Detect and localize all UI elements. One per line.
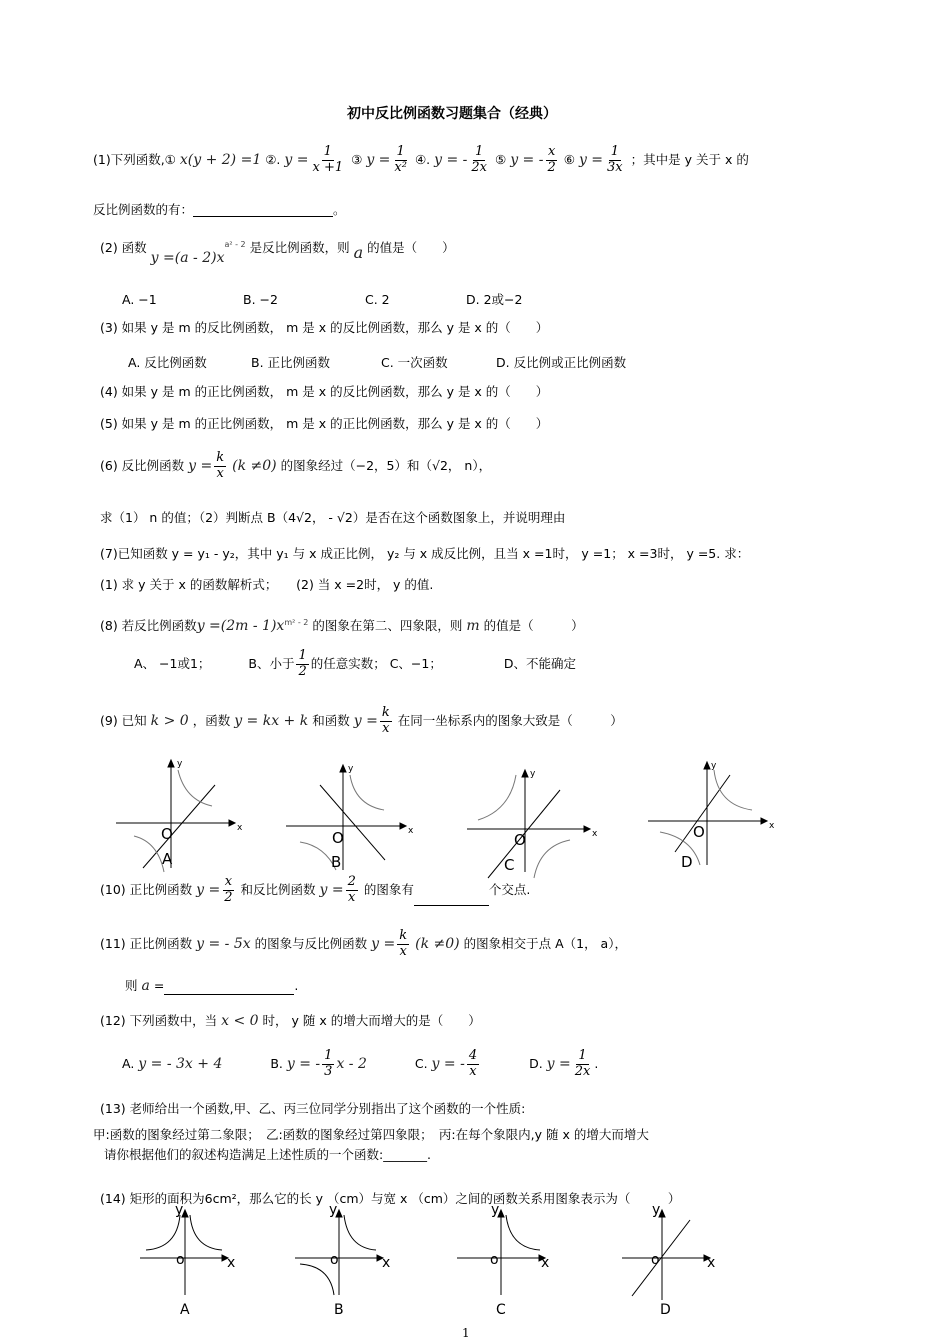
question-4: (4) 如果 y 是 m 的正比例函数， m 是 x 的反比例函数，那么 y 是 x 的（ ） (100, 384, 549, 399)
svg-text:x: x (541, 1255, 550, 1271)
svg-text:x: x (227, 1255, 236, 1271)
svg-text:y: y (177, 759, 183, 769)
svg-text:x: x (237, 823, 243, 833)
question-9: (9) 已知 k > 0 ，函数 y = kx + k 和函数 y = $\frac{k}{x}$ 在同一坐标系内的图象大致是（ ） (100, 705, 623, 736)
q2-option-c: C. 2 (365, 292, 390, 307)
svg-text:O: O (693, 823, 705, 841)
graph-label-d: D (660, 1302, 671, 1318)
question-13-line2: 甲:函数的图象经过第二象限； 乙:函数的图象经过第四象限； 丙:在每个象限内,y 随 x 的增大而增大 (93, 1127, 649, 1142)
question-1: (1)下列函数,① x(y + 2) =1 ②. y = $\frac{1}{x +1}$ ③ y = $\frac{1}{\text{x²}}$ ④. y = - $\frac{1}{2x}$ ⑤ y = - $\frac{x}{2}$ ⑥ y = $\frac{1}{3x}$ ；其中是 y 关于 x 的 (93, 144, 749, 175)
question-7-line2: (1) 求 y 关于 x 的函数解析式； (2) 当 x =2时， y 的值. (100, 577, 434, 592)
svg-text:y: y (491, 1202, 500, 1218)
q14-graphs (0, 1200, 950, 1325)
graph-label-c: C (496, 1302, 506, 1318)
question-3: (3) 如果 y 是 m 的反比例函数， m 是 x 的反比例函数，那么 y 是 x 的（ ） (100, 320, 549, 335)
svg-text:o: o (651, 1252, 660, 1268)
q3-option-b: B. 正比例函数 (251, 355, 331, 370)
q9-graphs (0, 750, 950, 880)
svg-text:y: y (175, 1202, 184, 1218)
q12-options: A. y = - 3x + 4 B. y = - $\frac{1}{3}$ x - 2 C. y = - $\frac{4}{x}$ D. y = $\frac{1}{2x}$ . (122, 1048, 599, 1079)
svg-text:x: x (769, 821, 775, 831)
svg-text:y: y (329, 1202, 338, 1218)
svg-text:y: y (652, 1202, 661, 1218)
answer-blank[interactable] (164, 994, 294, 995)
graph-label-a: A (180, 1302, 190, 1318)
svg-text:x: x (408, 826, 414, 836)
q3-option-c: C. 一次函数 (381, 355, 448, 370)
svg-text:x: x (382, 1255, 391, 1271)
svg-text:x: x (707, 1255, 716, 1271)
q2-option-d: D. 2或−2 (466, 292, 523, 307)
svg-text:o: o (176, 1252, 185, 1268)
svg-text:O: O (332, 829, 344, 847)
svg-text:O: O (161, 825, 173, 843)
q3-option-a: A. 反比例函数 (128, 355, 207, 370)
q8-options: A、 −1或1； B、小于 $\frac{1}{2}$ 的任意实数； C、−1； D、不能确定 (134, 648, 576, 679)
q2-option-b: B. −2 (243, 292, 278, 307)
question-6: (6) 反比例函数 y = $\frac{k}{x}$ (k ≠0) 的图象经过（−2，5）和（√2， n）， (100, 450, 492, 481)
svg-text:O: O (514, 831, 526, 849)
svg-text:o: o (490, 1252, 499, 1268)
graph-label-b: B (331, 853, 342, 871)
svg-text:x: x (592, 829, 598, 839)
answer-blank[interactable] (414, 905, 489, 906)
graph-label-a: A (162, 850, 173, 868)
question-10: (10) 正比例函数 y = $\frac{x}{2}$ 和反比例函数 y = $\frac{2}{x}$ 的图象有 个交点. (100, 874, 531, 905)
answer-blank[interactable] (193, 216, 333, 217)
question-13: (13) 老师给出一个函数,甲、乙、丙三位同学分别指出了这个函数的一个性质: (100, 1101, 526, 1116)
svg-text:y: y (711, 761, 717, 771)
question-6-line2: 求（1） n 的值；（2）判断点 B（4√2， - √2）是否在这个函数图象上，并说明理由 (100, 510, 566, 525)
question-12: (12) 下列函数中，当 x < 0 时， y 随 x 的增大而增大的是（ ） (100, 1013, 481, 1029)
question-1-line2: 反比例函数的有： 。 (93, 202, 346, 217)
question-5: (5) 如果 y 是 m 的正比例函数， m 是 x 的正比例函数，那么 y 是 x 的（ ） (100, 416, 549, 431)
q3-option-d: D. 反比例或正比例函数 (496, 355, 627, 370)
graph-label-d: D (681, 853, 693, 871)
question-13-line3: 请你根据他们的叙述构造满足上述性质的一个函数:_______. (104, 1147, 431, 1162)
graph-label-c: C (504, 856, 515, 874)
svg-text:y: y (348, 764, 354, 774)
page-title: 初中反比例函数习题集合（经典） (347, 106, 557, 122)
question-11-line2: 则 a = . (125, 978, 299, 994)
graph-label-b: B (334, 1302, 344, 1318)
page-number: 1 (462, 1326, 470, 1340)
question-8: (8) 若反比例函数$y =(2m - 1)x^{m^2 - 2}$ 的图象在第二、四象限，则 m 的值是（ ） (100, 618, 584, 635)
question-14: (14) 矩形的面积为6cm²，那么它的长 y （cm）与宽 x （cm）之间的函数关系用图象表示为（ ） (100, 1191, 681, 1206)
question-2: (2) 函数 $y =(a - 2)x^{a^2 - 2}$ 是反比例函数，则 a 的值是（ ） (100, 239, 455, 266)
svg-text:y: y (530, 769, 536, 779)
question-11: (11) 正比例函数 y = - 5x 的图象与反比例函数 y = $\frac{k}{x}$ (k ≠0) 的图象相交于点 A（1， a）， (100, 928, 627, 959)
q2-option-a: A. −1 (122, 292, 157, 307)
question-7: (7)已知函数 y = y₁ - y₂，其中 y₁ 与 x 成正比例， y₂ 与 x 成反比例，且当 x =1时， y =1； x =3时， y =5. 求： (100, 546, 750, 561)
svg-text:o: o (330, 1252, 339, 1268)
